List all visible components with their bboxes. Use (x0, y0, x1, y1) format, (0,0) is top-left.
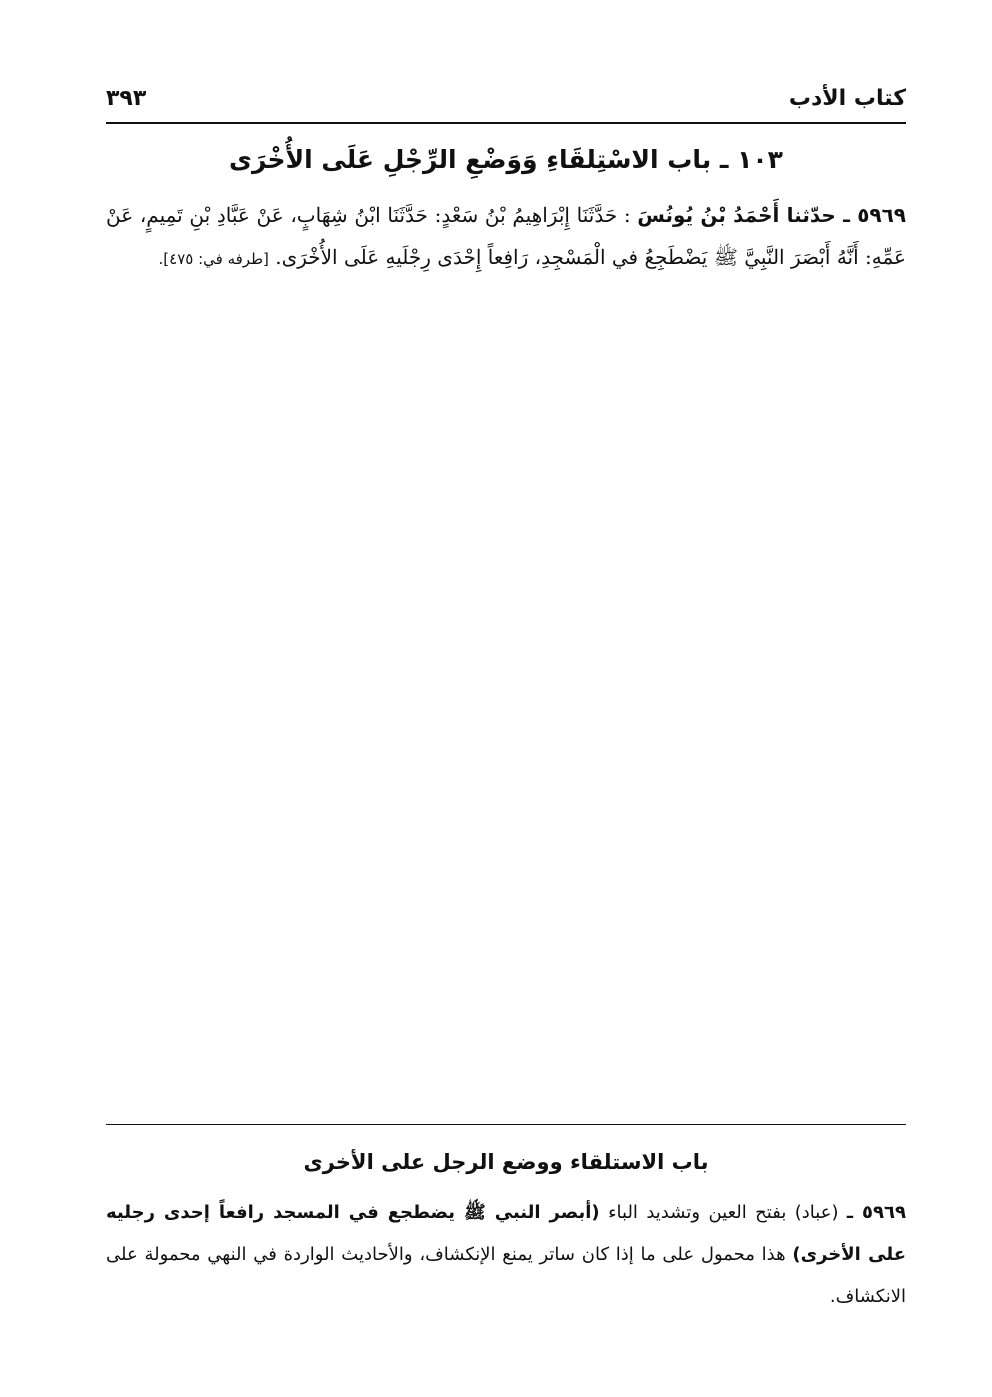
commentary-lead: ٥٩٦٩ ـ (846, 1202, 906, 1223)
hadith-text (106, 194, 906, 280)
hadith-reference: [طرفه في: ٤٧٥]. (158, 250, 269, 268)
commentary-bold1: (أبصر النبي ﷺ يضطجع في المسجد رافعاً إحدى رجليه على الأخرى) (106, 1202, 906, 1265)
commentary-text (106, 1192, 906, 1318)
commentary-heading: باب الاستلقاء ووضع الرجل على الأخرى (303, 1150, 709, 1174)
commentary-part2: هذا محمول على ما إذا كان ساتر يمنع الإنكشاف، والأحاديث الواردة في النهي محمولة على الانكشاف. (106, 1244, 906, 1307)
commentary-part1: (عباد) بفتح العين وتشديد الباء (608, 1202, 839, 1223)
chapter-heading: ١٠٣ ـ باب الاسْتِلقَاءِ وَوَضْعِ الرِّجْلِ عَلَى الأُخْرَى (229, 145, 783, 174)
footnote-divider (106, 1124, 906, 1125)
hadith-body: : حَدَّثَنَا إِبْرَاهِيمُ بْنُ سَعْدٍ: حَدَّثَنَا ابْنُ شِهَابٍ، عَنْ عَبَّادِ بْنِ تَمِيمٍ، عَنْ عَمِّهِ: أَنَّهُ أَبْصَرَ النَّبِيَّ ﷺ يَضْطَجِعُ في الْمَسْجِدِ، رَافِعاً إِحْدَى رِجْلَيهِ عَلَى الأُخْرَى. (106, 203, 906, 269)
book-title: كتاب الأدب (788, 86, 906, 111)
page-number: ٣٩٣ (106, 86, 147, 111)
hadith-lead: ٥٩٦٩ ـ حدّثنا أَحْمَدُ بْنُ يُونُسَ (637, 203, 907, 227)
running-header (106, 82, 906, 124)
